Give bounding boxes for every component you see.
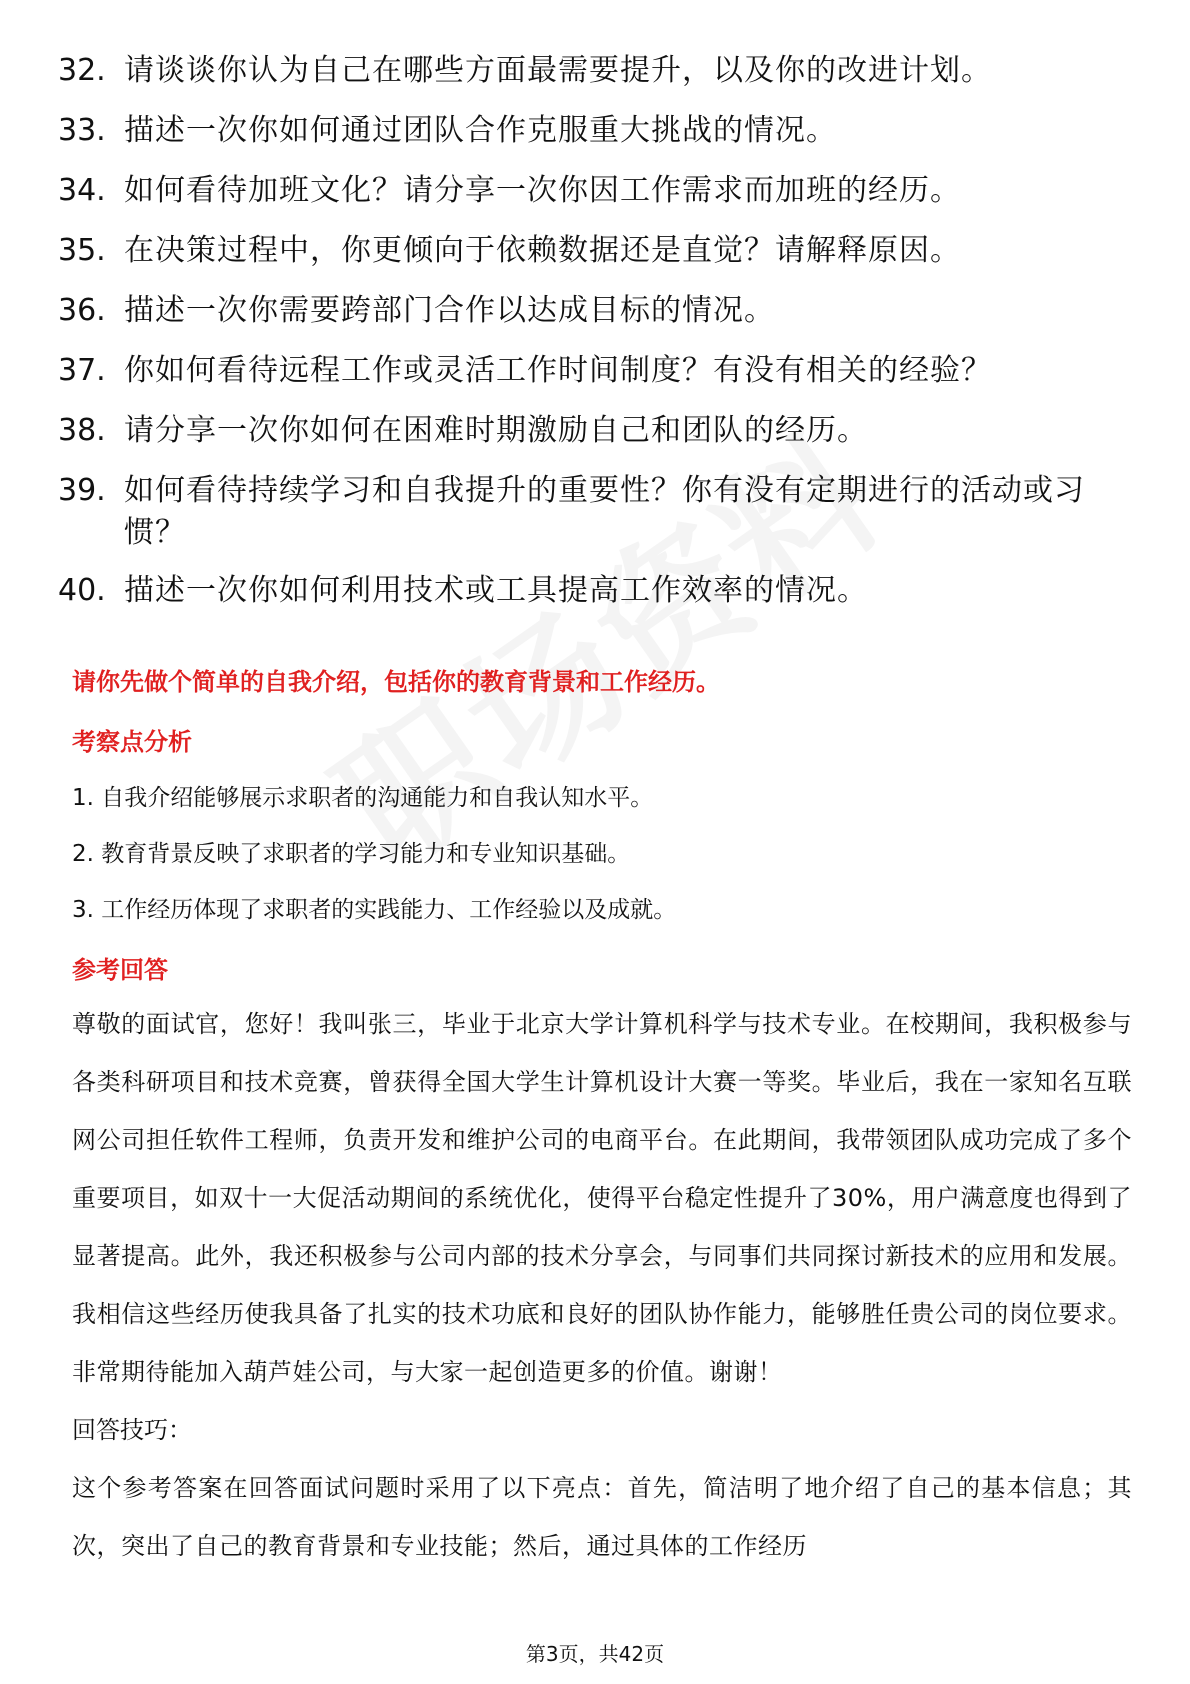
question-text: 请分享一次你如何在困难时期激励自己和团队的经历。 xyxy=(124,413,868,448)
featured-question: 请你先做个简单的自我介绍，包括你的教育背景和工作经历。 xyxy=(72,668,720,696)
question-number: 35. xyxy=(58,233,106,268)
question-number: 32. xyxy=(58,53,106,88)
question-number: 40. xyxy=(58,573,106,608)
question-item xyxy=(58,570,1138,612)
question-text: 描述一次你如何利用技术或工具提高工作效率的情况。 xyxy=(124,573,868,608)
question-text: 在决策过程中，你更倾向于依赖数据还是直觉？请解释原因。 xyxy=(124,233,961,268)
question-number: 37. xyxy=(58,353,106,388)
analysis-point: 3. 工作经历体现了求职者的实践能力、工作经验以及成就。 xyxy=(72,897,677,923)
question-item xyxy=(58,470,1138,554)
analysis-point: 2. 教育背景反映了求职者的学习能力和专业知识基础。 xyxy=(72,841,631,867)
page-footer: 第3页，共42页 xyxy=(525,1642,665,1666)
answer-section xyxy=(72,665,1132,1575)
question-item xyxy=(58,170,1138,212)
question-text: 你如何看待远程工作或灵活工作时间制度？有没有相关的经验？ xyxy=(124,353,992,388)
tips-text: 这个参考答案在回答面试问题时采用了以下亮点：首先，简洁明了地介绍了自己的基本信息；其次，突出了自己的教育背景和专业技能；然后，通过具体的工作经历 xyxy=(72,1474,1132,1560)
question-item xyxy=(58,50,1138,92)
question-text: 如何看待加班文化？请分享一次你因工作需求而加班的经历。 xyxy=(124,173,961,208)
question-item xyxy=(58,110,1138,152)
question-item xyxy=(58,230,1138,272)
analysis-title: 考察点分析 xyxy=(72,728,192,756)
question-item xyxy=(58,290,1138,332)
question-list xyxy=(58,50,1138,630)
question-number: 34. xyxy=(58,173,106,208)
question-item xyxy=(58,410,1138,452)
question-number: 36. xyxy=(58,293,106,328)
analysis-point: 1. 自我介绍能够展示求职者的沟通能力和自我认知水平。 xyxy=(72,785,654,811)
question-item xyxy=(58,350,1138,392)
question-text: 请谈谈你认为自己在哪些方面最需要提升，以及你的改进计划。 xyxy=(124,53,992,88)
reference-answer: 尊敬的面试官，您好！我叫张三，毕业于北京大学计算机科学与技术专业。在校期间，我积极参与各类科研项目和技术竞赛，曾获得全国大学生计算机设计大赛一等奖。毕业后，我在一家知名互联网公司担任软件工程师，负责开发和维护公司的电商平台。在此期间，我带领团队成功完成了多个重要项目，如双十一大促活动期间的系统优化，使得平台稳定性提升了30%，用户满意度也得到了显著提高。此外，我还积极参与公司内部的技术分享会，与同事们共同探讨新技术的应用和发展。我相信这些经历使我具备了扎实的技术功底和良好的团队协作能力，能够胜任贵公司的岗位要求。非常期待能加入葫芦娃公司，与大家一起创造更多的价值。谢谢！ xyxy=(72,1010,1132,1386)
question-number: 38. xyxy=(58,413,106,448)
question-text: 如何看待持续学习和自我提升的重要性？你有没有定期进行的活动或习惯？ xyxy=(124,473,1085,550)
question-number: 39. xyxy=(58,473,106,508)
reference-title: 参考回答 xyxy=(72,956,168,984)
tips-label: 回答技巧： xyxy=(72,1416,192,1444)
question-text: 描述一次你需要跨部门合作以达成目标的情况。 xyxy=(124,293,775,328)
question-number: 33. xyxy=(58,113,106,148)
question-text: 描述一次你如何通过团队合作克服重大挑战的情况。 xyxy=(124,113,837,148)
